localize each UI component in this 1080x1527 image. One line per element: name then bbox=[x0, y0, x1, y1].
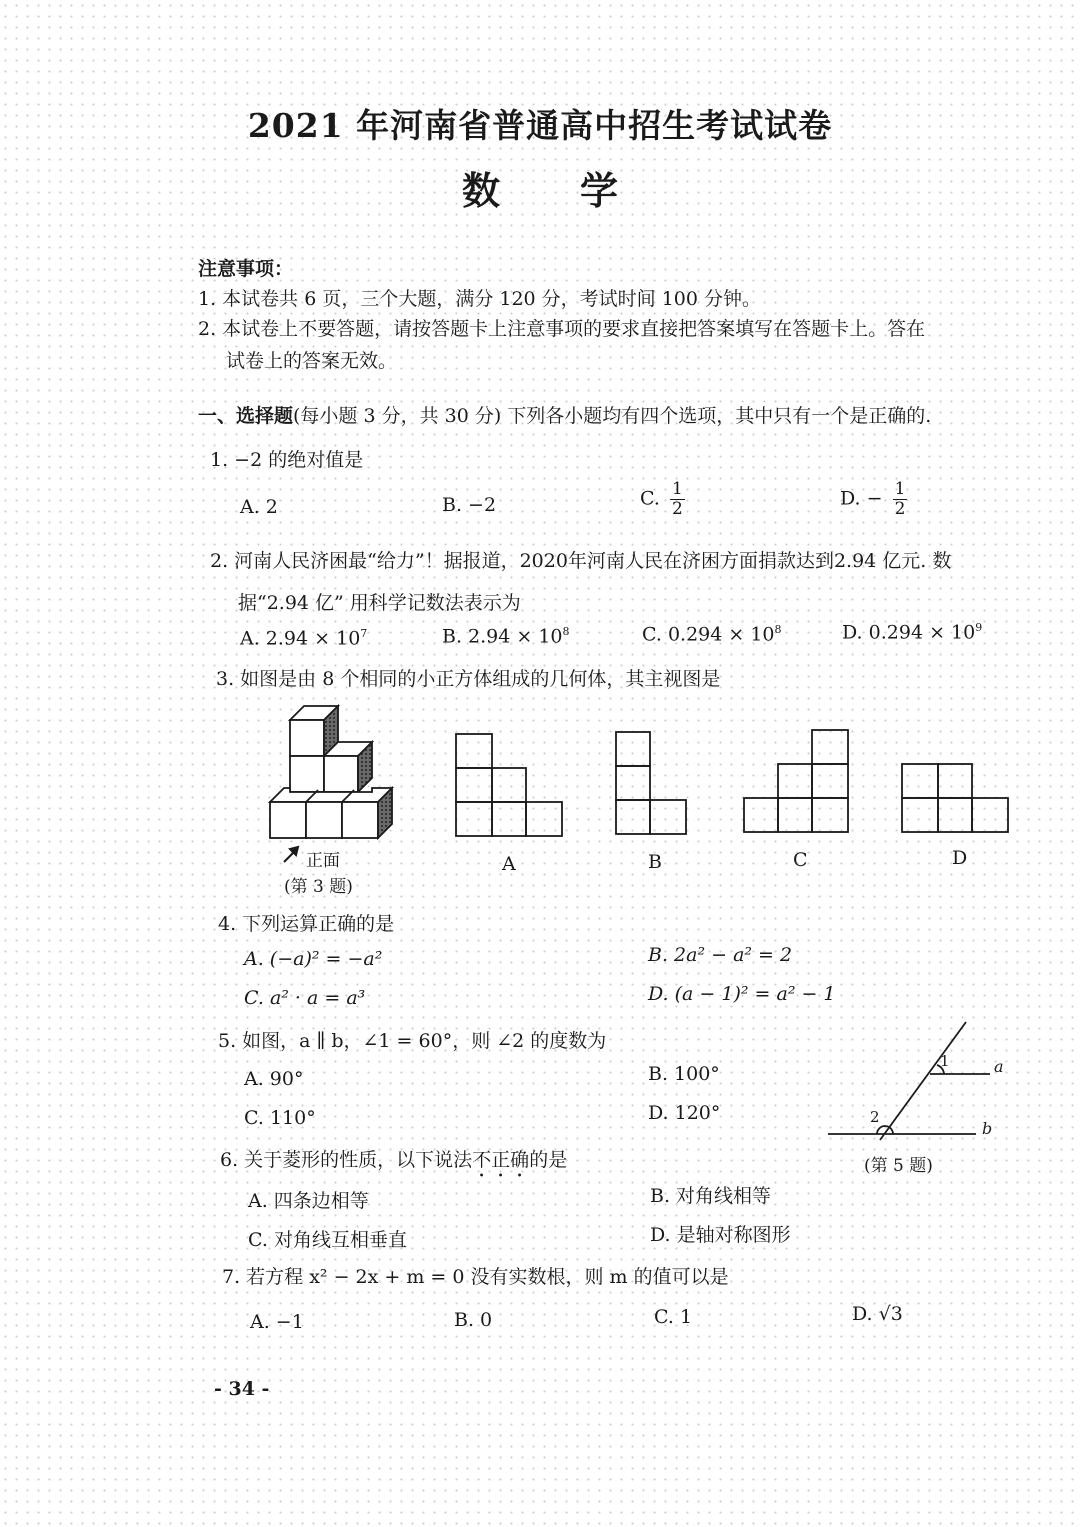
cube-front-face bbox=[324, 756, 358, 792]
q3-option-d-view bbox=[902, 764, 1008, 832]
fraction-numerator: 1 bbox=[894, 479, 906, 499]
q2-option-d-exp: 9 bbox=[975, 621, 983, 634]
q6-stem-emphasis: 不正确 bbox=[472, 1149, 530, 1171]
cube-front-face bbox=[306, 802, 342, 838]
q2-option-d-base: D. 0.294 × 10 bbox=[842, 621, 976, 644]
q3-option-d-label[interactable]: D bbox=[952, 847, 968, 869]
q5-line-b-label: b bbox=[982, 1119, 993, 1138]
q2-option-a-exp: 7 bbox=[360, 627, 368, 640]
q3-stem: 3. 如图是由 8 个相同的小正方体组成的几何体，其主视图是 bbox=[216, 668, 721, 690]
fraction-numerator: 1 bbox=[671, 479, 683, 499]
q2-option-c-base: C. 0.294 × 10 bbox=[642, 623, 775, 646]
cube-front-face bbox=[270, 802, 306, 838]
page-number: - 34 - bbox=[214, 1378, 270, 1400]
q1-stem: 1. −2 的绝对值是 bbox=[210, 449, 364, 471]
q7-stem: 7. 若方程 x² − 2x + m = 0 没有实数根，则 m 的值可以是 bbox=[222, 1266, 729, 1288]
q2-option-a-base: A. 2.94 × 10 bbox=[240, 627, 361, 650]
subject-title: 数学 bbox=[461, 168, 698, 213]
q3-option-c-view bbox=[744, 730, 848, 832]
notes-heading: 注意事项： bbox=[198, 258, 294, 280]
q3-cube-figure bbox=[270, 706, 392, 838]
q2-option-c-exp: 8 bbox=[774, 623, 782, 636]
cube-front-face bbox=[290, 756, 324, 792]
q2-option-b-exp: 8 bbox=[562, 625, 570, 638]
q5-option-b[interactable]: B. 100° bbox=[648, 1063, 720, 1085]
q5-line-a-label: a bbox=[994, 1057, 1004, 1076]
q3-option-a-view bbox=[456, 734, 562, 836]
note-item-1: 1. 本试卷共 6 页，三个大题，满分 120 分，考试时间 100 分钟。 bbox=[198, 288, 762, 310]
note-item-2: 2. 本试卷上不要答题，请按答题卡上注意事项的要求直接把答案填写在答题卡上。答在 bbox=[198, 318, 926, 340]
q6-option-b[interactable]: B. 对角线相等 bbox=[650, 1185, 772, 1207]
transversal-line bbox=[880, 1022, 966, 1140]
q5-stem: 5. 如图，a ∥ b，∠1 = 60°，则 ∠2 的度数为 bbox=[218, 1030, 607, 1052]
q7-option-b[interactable]: B. 0 bbox=[454, 1309, 493, 1331]
q7-option-c[interactable]: C. 1 bbox=[654, 1306, 693, 1328]
q1-option-c-prefix: C. bbox=[640, 487, 660, 510]
q5-option-d[interactable]: D. 120° bbox=[648, 1102, 721, 1124]
q4-option-c[interactable]: C. a² · a = a³ bbox=[244, 987, 366, 1009]
section1-heading: 一、选择题 bbox=[198, 405, 294, 427]
q4-stem: 4. 下列运算正确的是 bbox=[218, 913, 395, 935]
fraction-denominator: 2 bbox=[671, 499, 683, 519]
exam-title: 2021 年河南省普通高中招生考试试卷 bbox=[247, 106, 833, 145]
q2-stem-line1: 2. 河南人民济困最“给力”！据报道，2020年河南人民在济困方面捐款达到2.94 亿元. 数 bbox=[210, 550, 952, 572]
q3-front-label: 正面 bbox=[306, 851, 340, 871]
q4-option-b[interactable]: B. 2a² − a² = 2 bbox=[648, 944, 793, 966]
q5-option-c[interactable]: C. 110° bbox=[244, 1107, 316, 1129]
q2-stem-line2: 据“2.94 亿” 用科学记数法表示为 bbox=[238, 592, 521, 614]
q3-option-c-label[interactable]: C bbox=[793, 849, 808, 871]
q7-option-d[interactable]: D. √3 bbox=[852, 1303, 903, 1325]
q6-option-a[interactable]: A. 四条边相等 bbox=[248, 1190, 369, 1212]
q5-angle-2-label: 2 bbox=[870, 1108, 880, 1126]
q4-option-d[interactable]: D. (a − 1)² = a² − 1 bbox=[648, 983, 836, 1005]
q3-caption: (第 3 题) bbox=[284, 877, 353, 897]
q7-option-a[interactable]: A. −1 bbox=[250, 1311, 304, 1333]
q1-option-d-prefix: D. − bbox=[840, 487, 883, 510]
q3-option-b-label[interactable]: B bbox=[648, 851, 662, 873]
q6-stem-post: 的是 bbox=[529, 1149, 568, 1171]
q1-option-a[interactable]: A. 2 bbox=[240, 496, 278, 518]
cube-front-face bbox=[290, 720, 324, 756]
q6-stem-pre: 6. 关于菱形的性质，以下说法 bbox=[220, 1149, 473, 1171]
q1-option-b[interactable]: B. −2 bbox=[442, 494, 497, 516]
cube-front-face bbox=[342, 802, 378, 838]
q3-option-a-label[interactable]: A bbox=[502, 853, 516, 875]
q3-option-b-view bbox=[616, 732, 686, 834]
q5-caption: (第 5 题) bbox=[864, 1156, 933, 1176]
note-item-2-cont: 试卷上的答案无效。 bbox=[226, 350, 398, 372]
q6-option-c[interactable]: C. 对角线互相垂直 bbox=[248, 1229, 407, 1251]
q5-angle-1-label: 1 bbox=[940, 1052, 950, 1070]
q5-option-a[interactable]: A. 90° bbox=[244, 1068, 304, 1090]
q2-option-b-base: B. 2.94 × 10 bbox=[442, 625, 563, 648]
front-arrow-icon bbox=[284, 847, 298, 862]
fraction-denominator: 2 bbox=[894, 499, 906, 519]
section1-note: (每小题 3 分，共 30 分) 下列各小题均有四个选项，其中只有一个是正确的. bbox=[293, 405, 932, 427]
q5-figure bbox=[828, 1022, 993, 1140]
q6-stem bbox=[220, 1145, 567, 1182]
q4-option-a[interactable]: A. (−a)² = −a² bbox=[244, 948, 383, 970]
q6-option-d[interactable]: D. 是轴对称图形 bbox=[650, 1224, 791, 1246]
